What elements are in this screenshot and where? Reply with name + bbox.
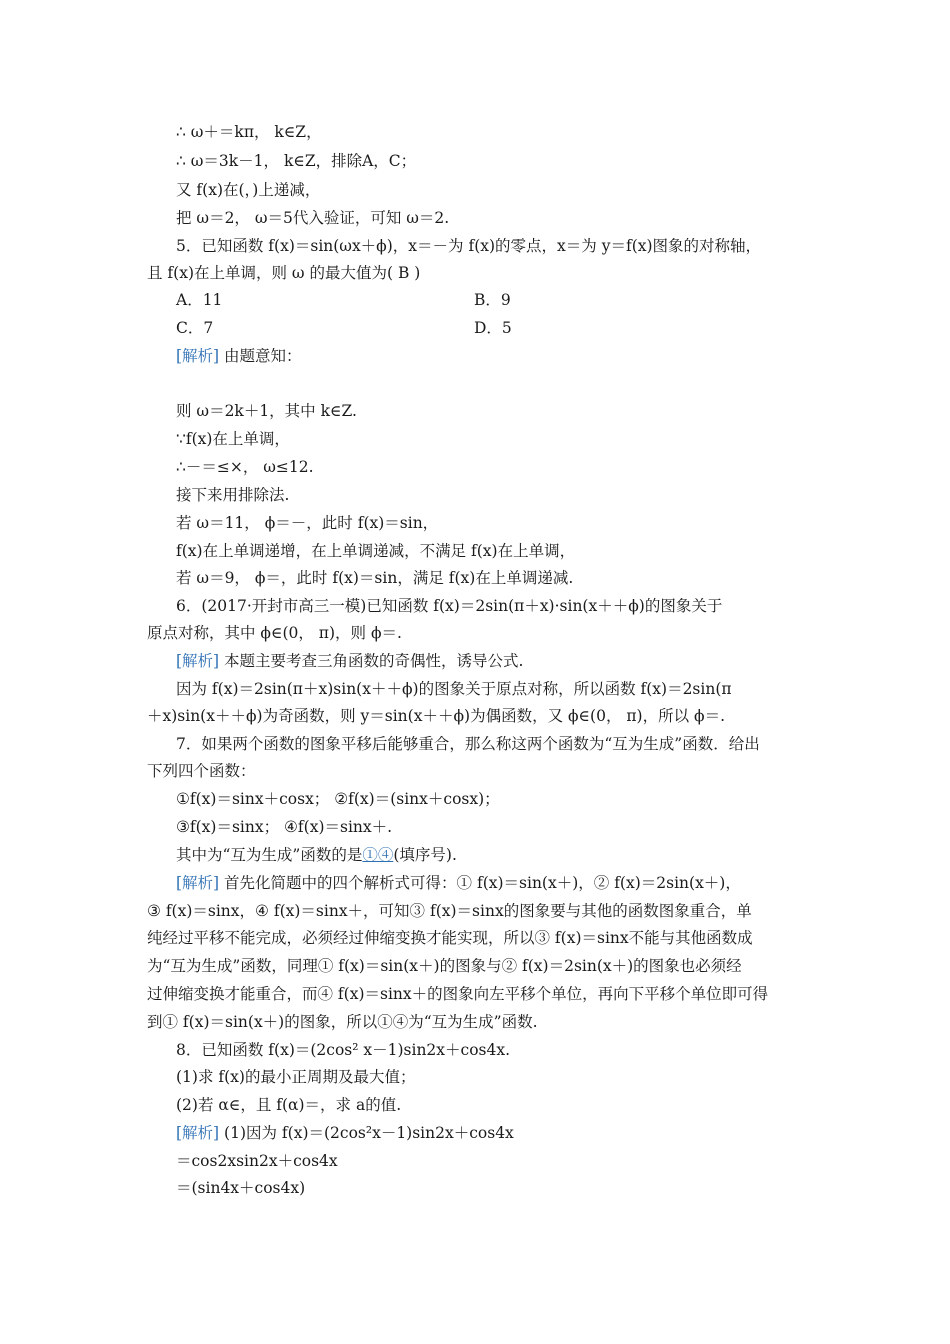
- question-6-line: 原点对称，其中 ϕ∈(0， π)，则 ϕ＝.: [147, 624, 402, 642]
- analysis-text: (1)因为 f(x)＝(2cos²x－1)sin2x＋cos4x: [219, 1124, 514, 1142]
- analysis-line: [176, 651, 523, 671]
- option-d: D．5: [474, 319, 512, 337]
- text-line: ∴ ω＋＝kπ， k∈Z，: [176, 123, 322, 141]
- text-line: 过伸缩变换才能重合，而④ f(x)＝sinx＋的图象向左平移个单位，再向下平移个单位即可得: [147, 985, 769, 1003]
- text-line: 为“互为生成”函数，同理① f(x)＝sin(x＋)的图象与② f(x)＝2sin(x＋)的图象也必须经: [147, 957, 742, 975]
- analysis-line: [176, 1123, 514, 1143]
- analysis-text: 由题意知：: [219, 347, 302, 365]
- text-line: 因为 f(x)＝2sin(π＋x)sin(x＋＋ϕ)的图象关于原点对称，所以函数 f(x)＝2sin(π: [176, 680, 732, 698]
- function-list-line: ①f(x)＝sinx＋cosx； ②f(x)＝(sinx＋cosx)；: [176, 790, 500, 808]
- text-line: 纯经过平移不能完成，必须经过伸缩变换才能实现，所以③ f(x)＝sinx不能与其他函数成: [147, 929, 753, 947]
- text-line: ∴ ω＝3k－1， k∈Z，排除A，C；: [176, 152, 417, 170]
- text-line: 若 ω＝9， ϕ＝，此时 f(x)＝sin，满足 f(x)在上单调递减.: [176, 569, 574, 587]
- question-8-part-1: (1)求 f(x)的最小正周期及最大值；: [176, 1068, 416, 1086]
- question-5-line: 且 f(x)在上单调，则 ω 的最大值为( B ): [147, 264, 421, 282]
- question-8-line: 8．已知函数 f(x)＝(2cos² x－1)sin2x＋cos4x.: [176, 1041, 511, 1059]
- text-line: ③ f(x)＝sinx，④ f(x)＝sinx＋，可知③ f(x)＝sinx的图象要与其他的函数图象重合，单: [147, 902, 752, 920]
- text-line: 则 ω＝2k＋1，其中 k∈Z.: [176, 402, 357, 420]
- answer-suffix: (填序号).: [393, 846, 457, 864]
- analysis-text: 首先化简题中的四个解析式可得：① f(x)＝sin(x＋)，② f(x)＝2sin(x＋)，: [219, 874, 741, 892]
- analysis-line: [176, 346, 302, 366]
- analysis-tag: [解析]: [176, 347, 220, 365]
- analysis-tag: [解析]: [176, 874, 220, 892]
- option-a: A．11: [176, 291, 223, 309]
- question-5-line: 5．已知函数 f(x)＝sin(ωx＋ϕ)，x＝－为 f(x)的零点，x＝为 y＝f(x)图象的对称轴，: [176, 237, 762, 255]
- text-line: 把 ω＝2， ω＝5代入验证，可知 ω＝2.: [176, 209, 450, 227]
- question-6-line: 6．(2017·开封市高三一模)已知函数 f(x)＝2sin(π＋x)·sin(x＋＋ϕ)的图象关于: [176, 597, 723, 615]
- text-line: 若 ω＝11， ϕ＝－，此时 f(x)＝sin，: [176, 514, 439, 532]
- text-line: ∵f(x)在上单调，: [176, 430, 290, 448]
- answer-line: [176, 845, 457, 865]
- analysis-text: 本题主要考查三角函数的奇偶性，诱导公式.: [219, 652, 524, 670]
- text-line: 接下来用排除法.: [176, 486, 290, 504]
- question-8-part-2: (2)若 α∈，且 f(α)＝，求 a的值.: [176, 1096, 402, 1114]
- answer-prefix: 其中为“互为生成”函数的是: [176, 846, 363, 864]
- question-7-line: 下列四个函数：: [147, 762, 256, 780]
- text-line: ＝(sin4x＋cos4x): [176, 1179, 306, 1197]
- text-line: ＋x)sin(x＋＋ϕ)为奇函数，则 y＝sin(x＋＋ϕ)为偶函数，又 ϕ∈(0， π)，所以 ϕ＝.: [147, 707, 726, 725]
- text-line: f(x)在上单调递增，在上单调递减，不满足 f(x)在上单调，: [176, 542, 576, 560]
- analysis-tag: [解析]: [176, 1124, 220, 1142]
- text-line: 又 f(x)在(，)上递减，: [176, 181, 321, 199]
- option-b: B．9: [474, 291, 511, 309]
- text-line: 到① f(x)＝sin(x＋)的图象，所以①④为“互为生成”函数.: [147, 1013, 538, 1031]
- analysis-tag: [解析]: [176, 652, 220, 670]
- analysis-line: [176, 873, 741, 893]
- answer-value: ①④: [362, 846, 394, 864]
- option-c: C．7: [176, 319, 214, 337]
- text-line: ＝cos2xsin2x＋cos4x: [176, 1152, 338, 1170]
- text-line: ∴－＝≤×， ω≤12.: [176, 458, 314, 476]
- question-7-line: 7．如果两个函数的图象平移后能够重合，那么称这两个函数为“互为生成”函数．给出: [176, 735, 760, 753]
- function-list-line: ③f(x)＝sinx； ④f(x)＝sinx＋.: [176, 818, 393, 836]
